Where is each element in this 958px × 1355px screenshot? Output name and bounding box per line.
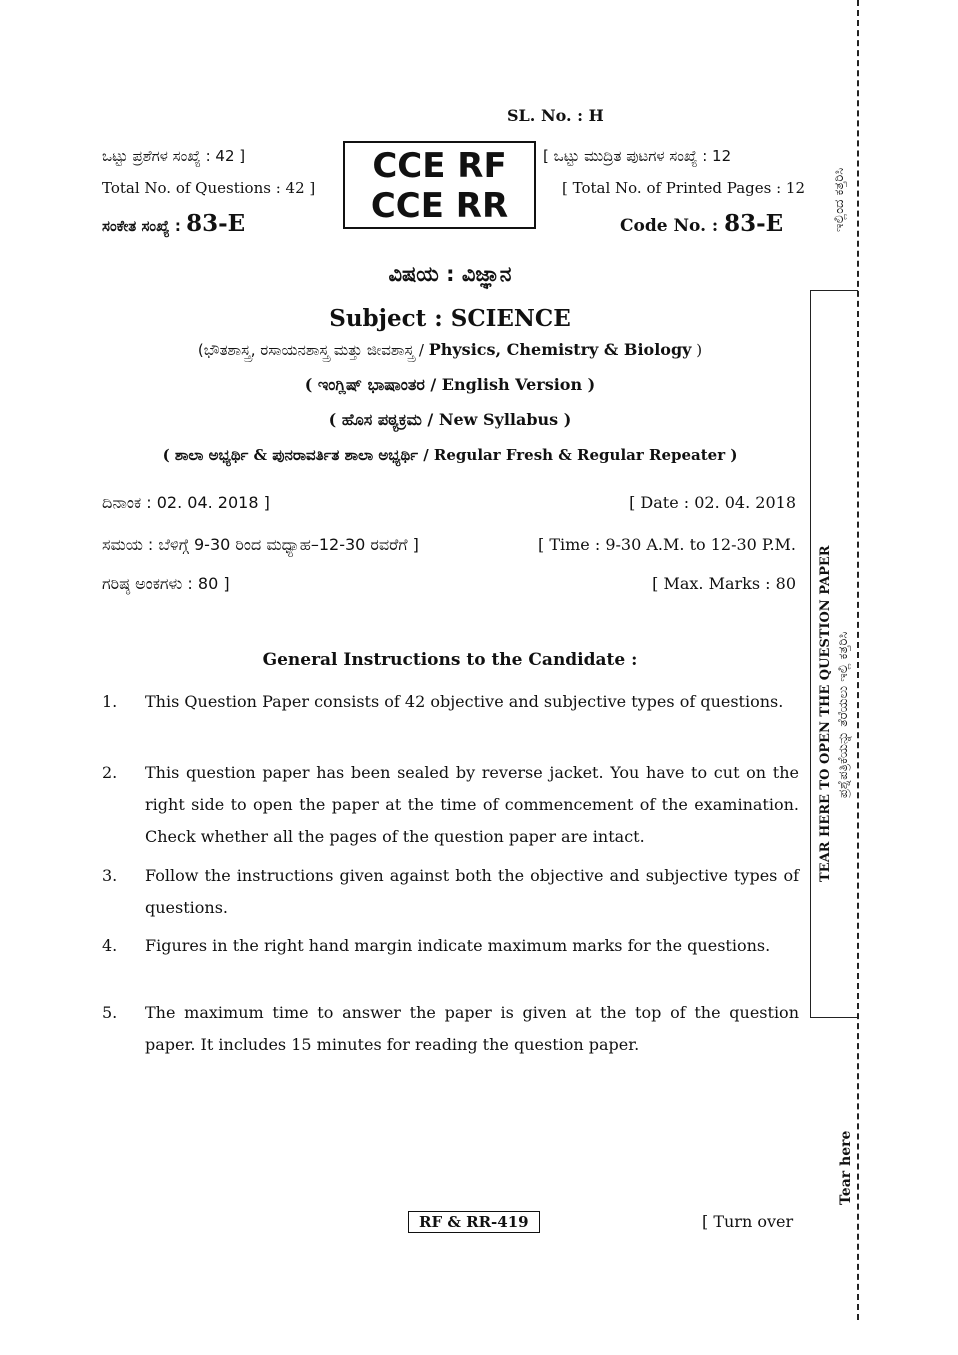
marks-en: [ Max. Marks : 80 <box>652 574 796 593</box>
syllabus-line: ( ಹೊಸ ಪಠ್ಯಕ್ರಮ / New Syllabus ) <box>328 410 572 429</box>
serial-number: SL. No. : H <box>507 106 604 125</box>
time-kn: ಸಮಯ : ಬೆಳಿಗ್ಗೆ 9-30 ರಿಂದ ಮಧ್ಯಾಹ–12-30 ರವರೆಗೆ ] <box>102 535 419 554</box>
code-number-kn-value: 83-E <box>186 210 246 237</box>
total-questions-en: Total No. of Questions : 42 ] <box>102 179 316 197</box>
subject-branches <box>0 340 900 359</box>
code-number-kn-label: ಸಂಕೇತ ಸಂಖ್ಯೆ : <box>102 217 187 235</box>
instruction-text: Follow the instructions given against both the objective and subjective types of questions. <box>145 866 799 917</box>
marks-kn: ಗರಿಷ್ಠ ಅಂಕಗಳು : 80 ] <box>102 574 230 593</box>
printed-pages-en: [ Total No. of Printed Pages : 12 <box>562 179 806 197</box>
subject-branches-kn: (ಭೌತಶಾಸ್ತ್ರ, ರಸಾಯನಶಾಸ್ತ್ರ ಮತ್ತು ಜೀವಶಾಸ್ತ್ರ / <box>197 341 429 359</box>
code-number-kn <box>102 210 245 237</box>
subject-branches-close: ) <box>691 341 703 359</box>
date-en: [ Date : 02. 04. 2018 <box>629 493 796 512</box>
subject-en: Subject : SCIENCE <box>329 305 571 332</box>
printed-pages-kn: [ ಒಟ್ಟು ಮುದ್ರಿತ ಪುಟಗಳ ಸಂಖ್ಯೆ : 12 <box>543 147 732 165</box>
instruction-number: 2. <box>102 763 118 782</box>
cut-here-kn: ಇಲ್ಲಿಂದ ಕತ್ತರಿಸಿ <box>832 167 847 232</box>
code-number-en <box>620 210 783 237</box>
instruction-number: 5. <box>102 1003 118 1022</box>
instruction-number: 4. <box>102 936 118 955</box>
instruction-number: 1. <box>102 692 118 711</box>
code-number-en-value: 83-E <box>724 210 784 237</box>
subject-kn: ವಿಷಯ : ವಿಜ್ಞಾನ <box>388 262 512 286</box>
tear-here-label: Tear here <box>838 1130 854 1205</box>
candidate-type-line: ( ಶಾಲಾ ಅಭ್ಯರ್ಥಿ & ಪುನರಾವರ್ತಿತ ಶಾಲಾ ಅಭ್ಯರ್ಥಿ / Regular Fresh & Regular Repeater ) <box>162 446 738 464</box>
instruction-item <box>102 930 799 962</box>
total-questions-kn: ಒಟ್ಟು ಪ್ರಶೆಗಳ ಸಂಖ್ಯೆ : 42 ] <box>102 147 246 165</box>
exam-title-box <box>343 141 536 229</box>
instruction-text: The maximum time to answer the paper is given at the top of the question paper. It includes 15 minutes for reading the question paper. <box>145 1003 799 1054</box>
instruction-text: This question paper has been sealed by reverse jacket. You have to cut on the right side to open the paper at the time of commencement of the examination. Check whether all the pages of the question paper are intact. <box>145 763 799 846</box>
paper-code-box: RF & RR-419 <box>408 1211 540 1233</box>
instructions-title: General Instructions to the Candidate : <box>262 650 638 670</box>
instruction-number: 3. <box>102 866 118 885</box>
instruction-text: Figures in the right hand margin indicate maximum marks for the questions. <box>145 936 771 955</box>
time-en: [ Time : 9-30 A.M. to 12-30 P.M. <box>538 535 796 554</box>
exam-title-line2: CCE RR <box>370 186 509 226</box>
code-number-en-label: Code No. : <box>620 216 725 236</box>
instruction-text: This Question Paper consists of 42 objective and subjective types of questions. <box>145 692 784 711</box>
tear-instruction-kn: ಪ್ರಶ್ನೆಪತ್ರಿಕೆಯನ್ನು ತೆರೆಯಲು ಇಲ್ಲಿ ಕತ್ತರಿಸಿ <box>836 631 851 798</box>
version-line: ( ಇಂಗ್ಲಿಷ್ ಭಾಷಾಂತರ / English Version ) <box>304 375 596 394</box>
instruction-item <box>102 686 799 718</box>
tear-instruction-en: TEAR HERE TO OPEN THE QUESTION PAPER <box>818 545 833 882</box>
turn-over-label: [ Turn over <box>702 1212 794 1231</box>
instruction-item <box>102 860 799 924</box>
exam-title-line1: CCE RF <box>372 146 507 186</box>
instruction-item <box>102 757 799 853</box>
date-kn: ದಿನಾಂಕ : 02. 04. 2018 ] <box>102 493 270 512</box>
instruction-item <box>102 997 799 1061</box>
subject-branches-en: Physics, Chemistry & Biology <box>428 340 692 359</box>
